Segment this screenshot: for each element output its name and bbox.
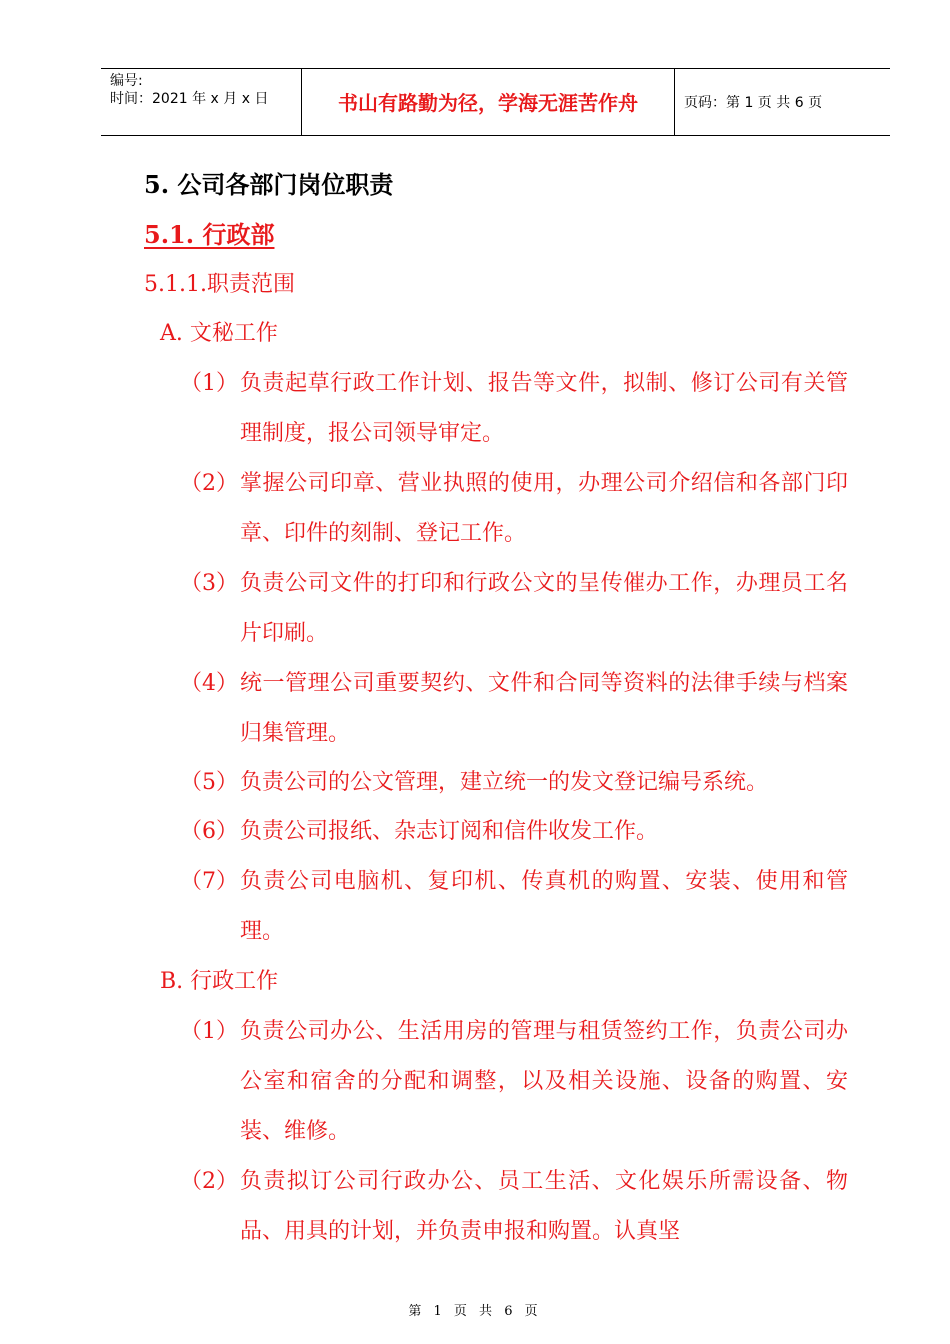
- list-item: [180, 459, 848, 559]
- item-number: （3）: [180, 571, 238, 596]
- item-text: 负责公司文件的打印和行政公文的呈传催办工作，办理员工名片印刷。: [240, 571, 848, 646]
- item-number: （4）: [180, 671, 238, 696]
- department-title: 5.1. 行政部: [144, 220, 275, 249]
- section-title: 5. 公司各部门岗位职责: [144, 170, 394, 199]
- list-item: [180, 758, 848, 808]
- header-divider-right: [674, 68, 675, 136]
- scope-title: 5.1.1.职责范围: [144, 272, 295, 297]
- item-number: （1）: [180, 1019, 238, 1044]
- item-text: 负责拟订公司行政办公、员工生活、文化娱乐所需设备、物品、用具的计划，并负责申报和购置。认真坚: [240, 1169, 848, 1244]
- group-a-title: A. 文秘工作: [160, 321, 278, 346]
- item-text: 负责公司电脑机、复印机、传真机的购置、安装、使用和管理。: [240, 869, 848, 944]
- header-top-rule: [101, 68, 890, 69]
- item-text: 负责公司报纸、杂志订阅和信件收发工作。: [240, 819, 659, 844]
- list-item: [180, 857, 848, 957]
- item-number: （5）: [180, 770, 238, 795]
- serial-number-label: 编号:: [110, 73, 143, 89]
- item-number: （2）: [180, 1169, 238, 1194]
- header-motto: 书山有路勤为径，学海无涯苦作舟: [338, 91, 638, 115]
- list-item: [180, 659, 848, 759]
- item-number: （7）: [180, 869, 238, 894]
- group-b-title: B. 行政工作: [160, 969, 279, 994]
- list-item: [180, 359, 848, 459]
- page-footer: 第 1 页 共 6 页: [408, 1304, 542, 1319]
- item-text: 掌握公司印章、营业执照的使用，办理公司介绍信和各部门印章、印件的刻制、登记工作。: [240, 471, 848, 546]
- header-bottom-rule: [101, 135, 890, 136]
- item-number: （2）: [180, 471, 238, 496]
- item-number: （6）: [180, 819, 238, 844]
- list-item: [180, 1157, 848, 1257]
- list-item: [180, 559, 848, 659]
- item-text: 负责公司办公、生活用房的管理与租赁签约工作，负责公司办公室和宿舍的分配和调整，以及相关设施、设备的购置、安装、维修。: [240, 1019, 848, 1144]
- item-text: 负责公司的公文管理，建立统一的发文登记编号系统。: [240, 770, 769, 795]
- list-item: [180, 1007, 848, 1157]
- item-number: （1）: [180, 371, 238, 396]
- header-page-info: 页码：第 1 页 共 6 页: [684, 95, 823, 111]
- item-text: 统一管理公司重要契约、文件和合同等资料的法律手续与档案归集管理。: [240, 671, 848, 746]
- date-label: 时间：2021 年 x 月 x 日: [110, 91, 269, 107]
- item-text: 负责起草行政工作计划、报告等文件，拟制、修订公司有关管理制度，报公司领导审定。: [240, 371, 848, 446]
- list-item: [180, 807, 848, 857]
